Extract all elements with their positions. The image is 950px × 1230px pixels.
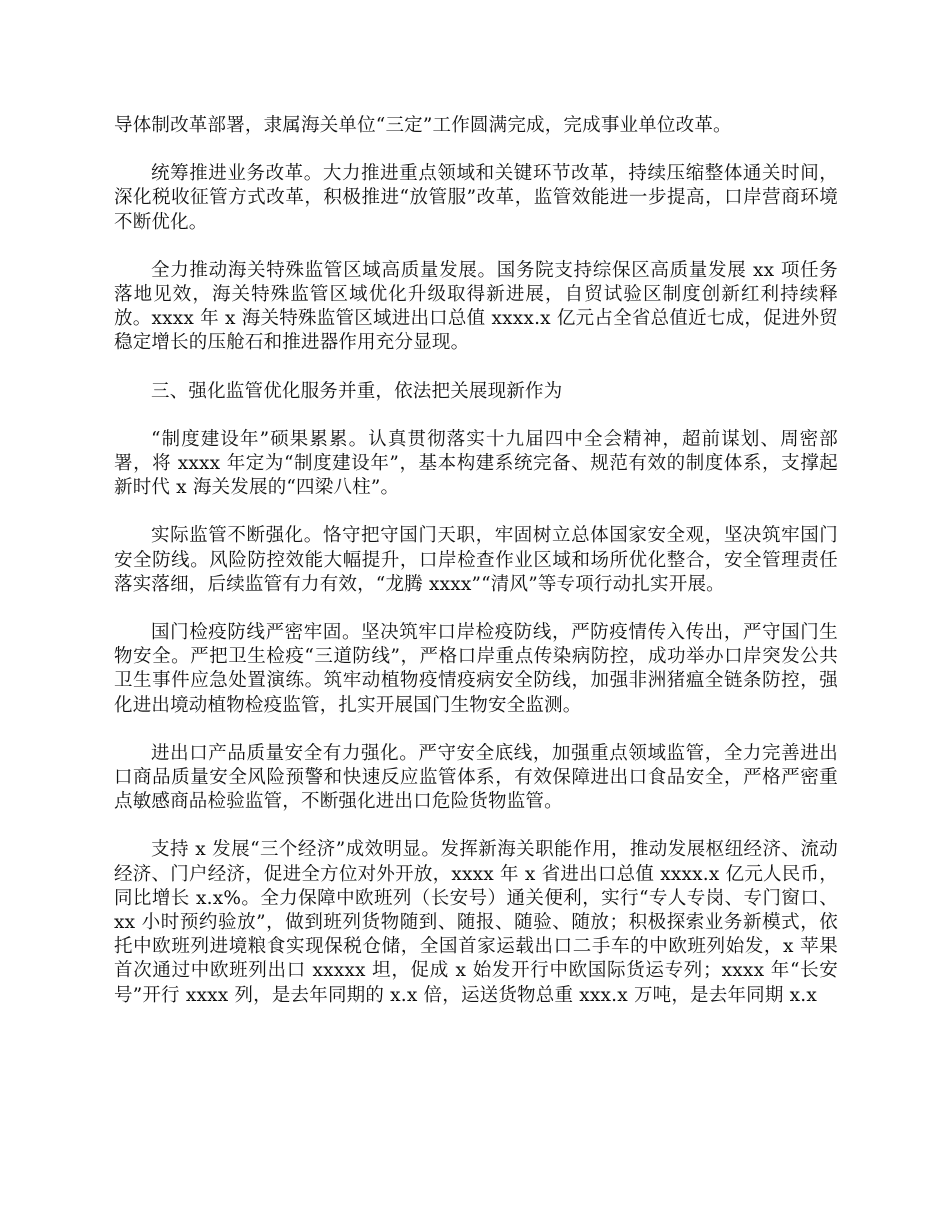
paragraph-product-quality-safety: 进出口产品质量安全有力强化。严守安全底线，加强重点领域监管，全力完善进出口商品质量安全风险预警和快速反应监管体系，有效保障进出口食品安全，严格严密重点敏感商品检验监管，不断强化进出口危险货物监管。 bbox=[114, 742, 838, 813]
paragraph-system-building-year: “制度建设年”硕果累累。认真贯彻落实十九届四中全会精神，超前谋划、周密部署，将 xxxx 年定为“制度建设年”，基本构建系统完备、规范有效的制度体系，支撑起新时代 x 海关发展的“四梁八柱”。 bbox=[114, 428, 838, 499]
document-body bbox=[114, 114, 838, 1008]
paragraph-business-reform: 统筹推进业务改革。大力推进重点领域和关键环节改革，持续压缩整体通关时间，深化税收征管方式改革，积极推进“放管服”改革，监管效能进一步提高，口岸营商环境不断优化。 bbox=[114, 163, 838, 233]
paragraph-reform-continuation: 导体制改革部署，隶属海关单位“三定”工作圆满完成，完成事业单位改革。 bbox=[114, 115, 732, 136]
paragraph-three-economies: 支持 x 发展“三个经济”成效明显。发挥新海关职能作用，推动发展枢纽经济、流动经济、门户经济，促进全方位对外开放，xxxx 年 x 省进出口总值 xxxx.x 亿元人民币，同比增长 x.x%。全力保障中欧班列（长安号）通关便利，实行“专人专岗、专门窗口、xx 小时预约验放”，做到班列货物随到、随报、随验、随放；积极探索业务新模式，依托中欧班列进境粮食实现保税仓储，全国首家运载出口二手车的中欧班列始发，x 苹果首次通过中欧班列出口 xxxxx 坦，促成 x 始发开行中欧国际货运专列；xxxx 年“长安号”开行 xxxx 列，是去年同期的 x.x 倍，运送货物总重 xxx.x 万吨，是去年同期 x.x bbox=[114, 839, 838, 1006]
paragraph-special-supervision-zone: 全力推动海关特殊监管区域高质量发展。国务院支持综保区高质量发展 xx 项任务落地见效，海关特殊监管区域优化升级取得新进展，自贸试验区制度创新红利持续释放。xxxx 年 x 海关特殊监管区域进出口总值 xxxx.x 亿元占全省总值近七成，促进外贸稳定增长的压舱石和推进器作用充分显现。 bbox=[114, 259, 838, 354]
section-heading-three: 三、强化监管优化服务并重，依法把关展现新作为 bbox=[151, 380, 563, 402]
paragraph-actual-supervision: 实际监管不断强化。恪守把守国门天职，牢固树立总体国家安全观，坚决筑牢国门安全防线。风险防控效能大幅提升，口岸检查作业区域和场所优化整合，安全管理责任落实落细，后续监管有力有效，“龙腾 xxxx”“清风”等专项行动扎实开展。 bbox=[114, 525, 838, 595]
paragraph-quarantine-defense: 国门检疫防线严密牢固。坚决筑牢口岸检疫防线，严防疫情传入传出，严守国门生物安全。严把卫生检疫“三道防线”，严格口岸重点传染病防控，成功举办口岸突发公共卫生事件应急处置演练。筑牢动植物疫情疫病安全防线，加强非洲猪瘟全链条防控，强化进出境动植物检疫监管，扎实开展国门生物安全监测。 bbox=[114, 622, 838, 716]
